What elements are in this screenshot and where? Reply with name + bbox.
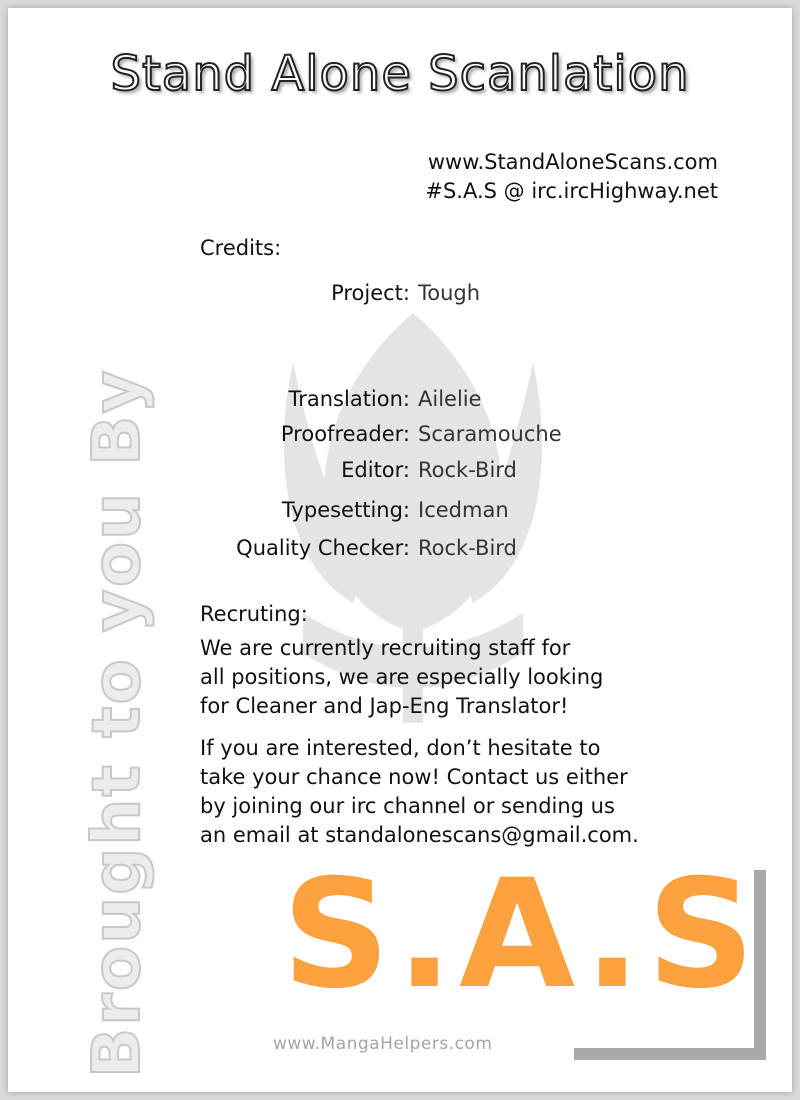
- paragraph-line: for Cleaner and Jap-Eng Translator!: [200, 694, 569, 718]
- paragraph-line: If you are interested, don’t hesitate to: [200, 736, 601, 760]
- irc-channel: #S.A.S @ irc.ircHighway.net: [425, 179, 718, 203]
- credit-value: Scaramouche: [418, 422, 562, 446]
- brought-to-you-by-vertical: Brought to you By: [78, 368, 155, 1078]
- paragraph-line: an email at standalonescans@gmail.com.: [200, 823, 639, 847]
- recruiting-paragraph-2: [200, 734, 760, 850]
- credit-role: Quality Checker:: [236, 536, 410, 560]
- credit-role: Proofreader:: [280, 422, 410, 446]
- credit-value: Rock-Bird: [418, 536, 517, 560]
- credit-row: [158, 384, 718, 414]
- paragraph-line: take your chance now! Contact us either: [200, 765, 628, 789]
- page-title: Stand Alone Scanlation: [110, 46, 690, 102]
- credit-role: Project:: [331, 281, 410, 305]
- recruiting-heading: Recruting:: [200, 602, 308, 626]
- credits-heading: Credits:: [200, 236, 282, 260]
- credit-row: [158, 495, 718, 525]
- credit-row: [158, 278, 718, 308]
- credit-role: Typesetting:: [281, 498, 410, 522]
- credit-role: Editor:: [341, 458, 410, 482]
- credit-value: Ailelie: [418, 387, 482, 411]
- footer-url: www.MangaHelpers.com: [273, 1034, 493, 1054]
- credits-page: [8, 8, 792, 1092]
- logo-frame-shadow: [574, 1048, 766, 1060]
- credit-value: Tough: [418, 281, 481, 305]
- credit-role: Translation:: [288, 387, 410, 411]
- recruiting-paragraph-1: [200, 634, 760, 721]
- credit-value: Rock-Bird: [418, 458, 517, 482]
- website-url: www.StandAloneScans.com: [427, 150, 718, 174]
- credit-value: Icedman: [418, 498, 509, 522]
- credit-row: [158, 455, 718, 485]
- paragraph-line: all positions, we are especially looking: [200, 665, 604, 689]
- credit-row: [158, 533, 718, 563]
- paragraph-line: We are currently recruiting staff for: [200, 636, 571, 660]
- paragraph-line: by joining our irc channel or sending us: [200, 794, 615, 818]
- sas-logo-text: S.A.S: [282, 848, 761, 1022]
- credit-row: [158, 419, 718, 449]
- site-info: [425, 148, 718, 206]
